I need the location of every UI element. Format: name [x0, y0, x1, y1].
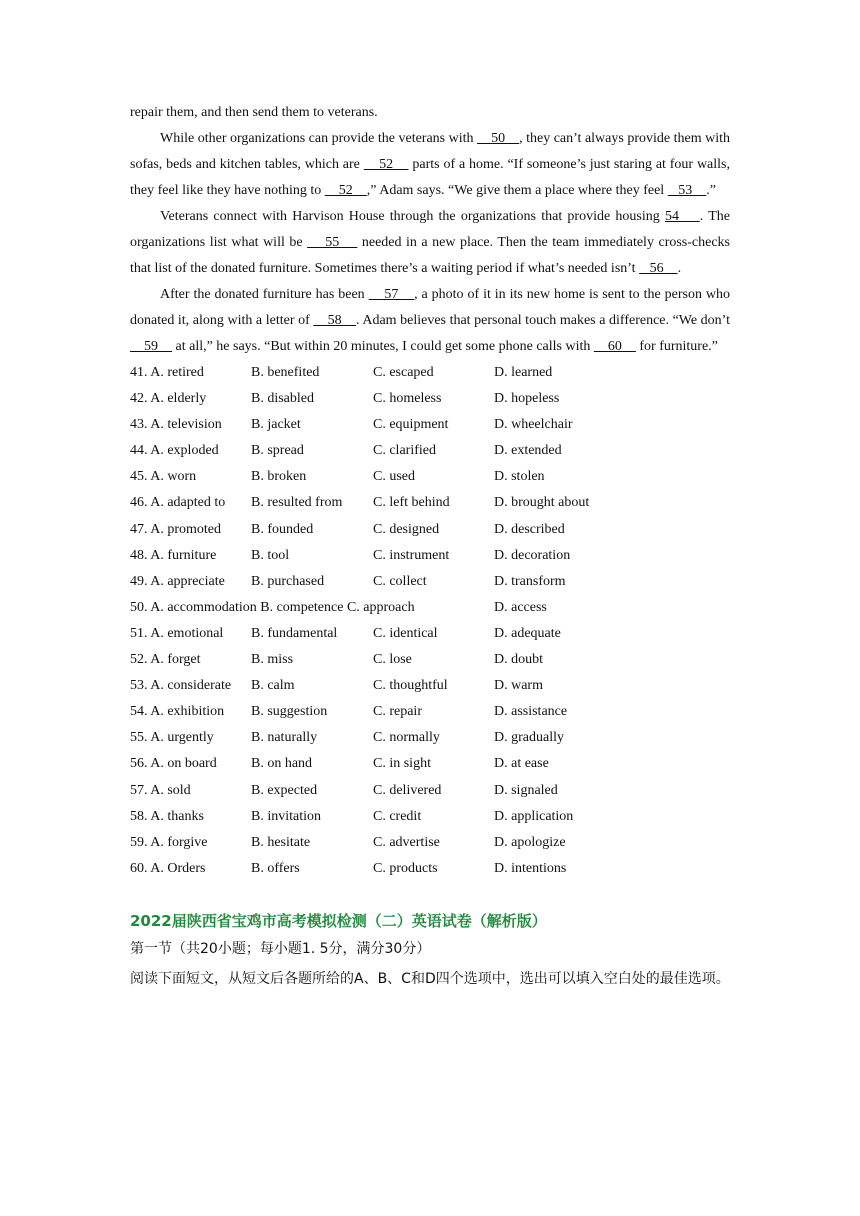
blank-57: 57 — [368, 287, 415, 302]
option-a: 46. A. adapted to — [130, 495, 226, 511]
option-a: 55. A. urgently — [130, 730, 214, 746]
option-c: C. delivered — [373, 782, 442, 798]
option-b: B. spread — [251, 443, 304, 459]
question-row — [130, 543, 730, 569]
text-run: . The organizations list what will be — [130, 209, 731, 250]
option-a: 43. A. television — [130, 417, 222, 433]
option-c: C. instrument — [373, 547, 450, 563]
option-b: B. invitation — [251, 808, 321, 824]
option-d: D. access — [494, 599, 547, 615]
option-d: D. gradually — [494, 730, 564, 746]
option-d: D. application — [494, 808, 574, 824]
option-b: B. hesitate — [251, 834, 311, 850]
option-d: D. described — [494, 521, 565, 537]
option-a: 41. A. retired — [130, 365, 204, 380]
option-d: D. learned — [494, 365, 553, 380]
option-a: 54. A. exhibition — [130, 704, 225, 720]
option-c: C. normally — [373, 730, 440, 746]
option-b: B. purchased — [251, 573, 325, 589]
option-a: 53. A. considerate — [130, 678, 232, 694]
option-b: B. resulted from — [251, 495, 343, 511]
option-c: C. used — [373, 469, 415, 485]
option-b: B. expected — [251, 782, 318, 798]
option-b: B. calm — [251, 678, 295, 694]
option-d: D. decoration — [494, 547, 571, 563]
option-a: 44. A. exploded — [130, 443, 219, 459]
question-row — [130, 673, 730, 699]
passage-paragraph-2 — [130, 204, 730, 282]
question-row — [130, 464, 730, 490]
option-b: B. broken — [251, 469, 307, 485]
text-run: ,” Adam says. “We give them a place where they feel — [366, 183, 668, 198]
option-a: 57. A. sold — [130, 782, 191, 798]
option-d: D. intentions — [494, 860, 567, 876]
question-row — [130, 360, 730, 386]
text-run: .” — [706, 183, 716, 198]
text-run: at all,” he says. “But within 20 minutes, I could get some phone calls with — [172, 339, 594, 354]
option-c: C. thoughtful — [373, 678, 448, 694]
option-d: D. hopeless — [494, 391, 560, 407]
option-b: B. miss — [251, 652, 294, 668]
section-subtitle: 第一节（共20小题；每小题1. 5分，满分30分） — [130, 940, 431, 957]
question-row — [130, 595, 730, 621]
passage-paragraph-3 — [130, 282, 730, 360]
document-page — [130, 100, 730, 994]
question-row — [130, 569, 730, 595]
question-row — [130, 386, 730, 412]
text-run: . — [677, 261, 682, 276]
question-row — [130, 830, 730, 856]
blank-50: 50 — [477, 131, 520, 146]
option-d: D. at ease — [494, 756, 549, 772]
question-row — [130, 804, 730, 830]
option-b: B. suggestion — [251, 704, 328, 720]
option-d: D. signaled — [494, 782, 558, 798]
option-c: C. in sight — [373, 756, 431, 772]
option-b: B. disabled — [251, 391, 314, 407]
section-instruction: 阅读下面短文，从短文后各题所给的A、B、C和D四个选项中，选出可以填入空白处的最佳选项。 — [130, 970, 730, 987]
option-a: 49. A. appreciate — [130, 573, 225, 589]
option-d: D. extended — [494, 443, 562, 459]
option-d: D. wheelchair — [494, 417, 573, 433]
question-row — [130, 699, 730, 725]
option-b: B. on hand — [251, 756, 313, 772]
option-d: D. stolen — [494, 469, 545, 485]
option-b: B. fundamental — [251, 625, 338, 641]
question-row — [130, 751, 730, 777]
option-b: B. naturally — [251, 730, 318, 746]
blank-58: 58 — [313, 313, 357, 328]
option-c: C. identical — [373, 625, 438, 641]
blank-52: 52 — [324, 183, 367, 198]
option-c: C. credit — [373, 808, 422, 824]
text-run: After the donated furniture has been — [160, 287, 369, 302]
option-c: C. lose — [373, 652, 412, 668]
option-d: D. warm — [494, 678, 543, 694]
option-a: 47. A. promoted — [130, 521, 221, 537]
option-c: C. equipment — [373, 417, 449, 433]
option-c: C. collect — [373, 573, 427, 589]
option-c: C. homeless — [373, 391, 442, 407]
question-row — [130, 778, 730, 804]
question-row — [130, 490, 730, 516]
option-d: D. adequate — [494, 625, 561, 641]
option-d: D. apologize — [494, 834, 566, 850]
option-a: 60. A. Orders — [130, 860, 206, 876]
question-row — [130, 725, 730, 751]
option-d: D. transform — [494, 573, 566, 589]
passage-paragraph-0: repair them, and then send them to veterans. — [130, 105, 378, 120]
question-row — [130, 517, 730, 543]
blank-53: 53 — [667, 183, 707, 198]
blank-60: 60 — [593, 339, 636, 354]
text-run: needed in a new place. Then the team immediately cross-checks that list of the donated furniture. Sometimes there’s a waiting period if what’s needed isn’t — [130, 235, 731, 276]
option-b: B. offers — [251, 860, 300, 876]
option-c: C. clarified — [373, 443, 436, 459]
option-a: 52. A. forget — [130, 652, 201, 668]
option-a: 48. A. furniture — [130, 547, 217, 563]
text-run: , a photo of it in its new home is sent to the person who donated it, along with a letter of — [130, 287, 731, 328]
passage-paragraph-1 — [130, 126, 730, 204]
option-d: D. doubt — [494, 652, 543, 668]
option-c: C. repair — [373, 704, 422, 720]
option-a: 45. A. worn — [130, 469, 197, 485]
option-c: C. escaped — [373, 365, 434, 380]
option-a: 51. A. emotional — [130, 625, 224, 641]
option-c: C. left behind — [373, 495, 450, 511]
text-run: for furniture.” — [635, 339, 718, 354]
option-d: D. assistance — [494, 704, 568, 720]
option-b: B. benefited — [251, 365, 320, 380]
option-a: 42. A. elderly — [130, 391, 207, 407]
question-options — [130, 360, 730, 882]
option-b: B. tool — [251, 547, 290, 563]
option-a: 58. A. thanks — [130, 808, 204, 824]
option-d: D. brought about — [494, 495, 590, 511]
blank-51: 52 — [363, 157, 409, 172]
option-a: 59. A. forgive — [130, 834, 208, 850]
question-row — [130, 647, 730, 673]
text-run: parts of a home. “If someone’s just staring at four walls, they feel like they have nothing to — [130, 157, 730, 198]
question-row — [130, 621, 730, 647]
option-a: 56. A. on board — [130, 756, 217, 772]
blank-59: 59 — [130, 339, 172, 354]
text-run: . Adam believes that personal touch makes a difference. “We don’t — [356, 313, 730, 328]
option-c: C. designed — [373, 521, 440, 537]
option-c: C. advertise — [373, 834, 440, 850]
option-c: C. products — [373, 860, 438, 876]
blank-54: 54 — [664, 209, 700, 224]
blank-56: 56 — [639, 261, 678, 276]
question-row — [130, 856, 730, 882]
section-title: 2022届陕西省宝鸡市高考模拟检测（二）英语试卷（解析版） — [130, 911, 547, 930]
option-b: B. founded — [251, 521, 314, 537]
option-b: B. jacket — [251, 417, 301, 433]
question-row — [130, 438, 730, 464]
option-a: 50. A. accommodation B. competence C. approach — [130, 599, 415, 615]
text-run: , they can’t always provide them with sofas, beds and kitchen tables, which are — [130, 131, 730, 172]
question-row — [130, 412, 730, 438]
blank-55: 55 — [307, 235, 358, 250]
text-run: While other organizations can provide the veterans with — [160, 131, 478, 146]
text-run: Veterans connect with Harvison House through the organizations that provide housing — [160, 209, 665, 224]
